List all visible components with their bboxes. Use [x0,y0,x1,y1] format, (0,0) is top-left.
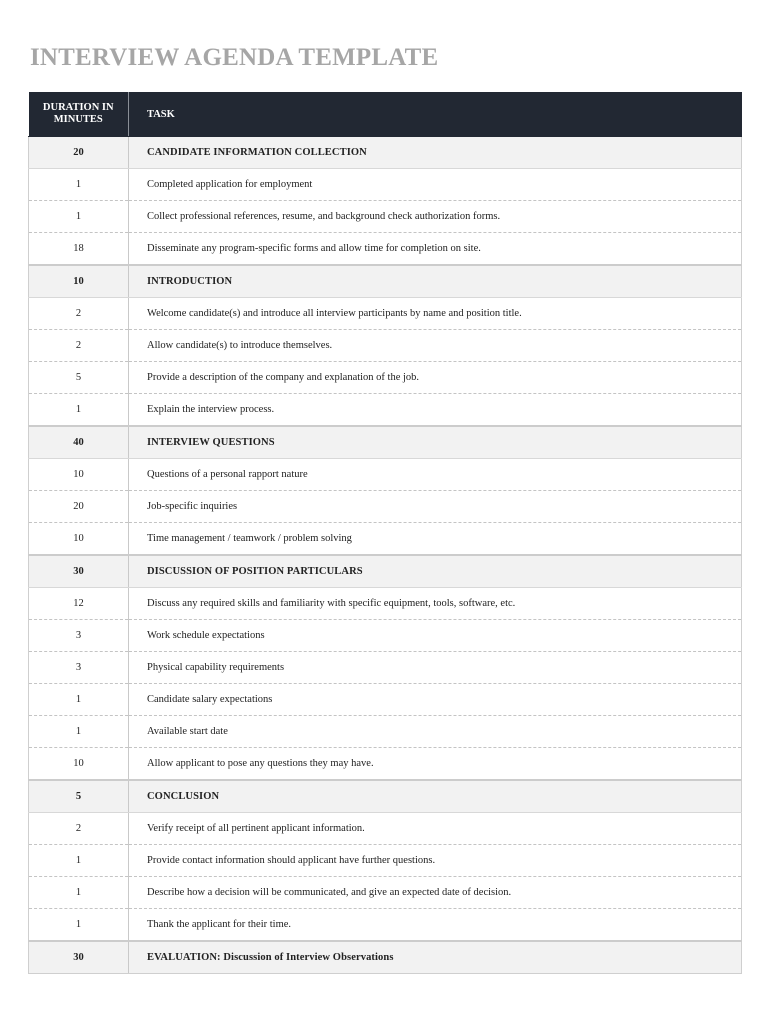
table-row [29,491,742,523]
task-duration: 1 [29,201,129,233]
section-row [29,780,742,813]
task-duration: 18 [29,233,129,266]
table-row [29,394,742,427]
task-description: Available start date [129,716,742,748]
task-duration: 2 [29,813,129,845]
table-row [29,459,742,491]
table-row [29,298,742,330]
section-title: CONCLUSION [129,780,742,813]
task-duration: 20 [29,491,129,523]
table-row [29,620,742,652]
table-row [29,169,742,201]
task-description: Allow applicant to pose any questions they may have. [129,748,742,781]
agenda-table [28,92,742,974]
section-title: EVALUATION: Discussion of Interview Observations [129,941,742,974]
duration-column-header: DURATION IN MINUTES [29,92,129,137]
table-row [29,909,742,942]
table-row [29,845,742,877]
task-description: Physical capability requirements [129,652,742,684]
task-description: Candidate salary expectations [129,684,742,716]
section-row [29,265,742,298]
table-row [29,362,742,394]
section-duration: 5 [29,780,129,813]
table-row [29,652,742,684]
task-duration: 5 [29,362,129,394]
section-row [29,555,742,588]
section-duration: 30 [29,555,129,588]
table-row [29,588,742,620]
task-duration: 1 [29,394,129,427]
task-description: Work schedule expectations [129,620,742,652]
task-description: Verify receipt of all pertinent applicant information. [129,813,742,845]
task-duration: 2 [29,330,129,362]
task-duration: 1 [29,877,129,909]
section-duration: 30 [29,941,129,974]
section-row [29,941,742,974]
section-duration: 10 [29,265,129,298]
task-duration: 1 [29,845,129,877]
task-description: Welcome candidate(s) and introduce all interview participants by name and position title. [129,298,742,330]
page-title: INTERVIEW AGENDA TEMPLATE [30,44,439,71]
table-row [29,877,742,909]
task-description: Completed application for employment [129,169,742,201]
section-row [29,426,742,459]
task-description: Job-specific inquiries [129,491,742,523]
task-duration: 2 [29,298,129,330]
task-description: Describe how a decision will be communicated, and give an expected date of decision. [129,877,742,909]
table-row [29,684,742,716]
task-description: Questions of a personal rapport nature [129,459,742,491]
task-duration: 12 [29,588,129,620]
section-title: INTERVIEW QUESTIONS [129,426,742,459]
task-column-header: TASK [129,92,742,137]
task-description: Disseminate any program-specific forms and allow time for completion on site. [129,233,742,266]
section-row [29,137,742,169]
task-duration: 3 [29,620,129,652]
task-description: Provide contact information should applicant have further questions. [129,845,742,877]
task-duration: 10 [29,459,129,491]
section-title: DISCUSSION OF POSITION PARTICULARS [129,555,742,588]
task-description: Explain the interview process. [129,394,742,427]
agenda-body [29,137,742,974]
task-duration: 1 [29,716,129,748]
table-row [29,201,742,233]
section-title: INTRODUCTION [129,265,742,298]
table-row [29,716,742,748]
task-description: Thank the applicant for their time. [129,909,742,942]
table-row [29,523,742,556]
task-duration: 1 [29,684,129,716]
table-row [29,748,742,781]
section-duration: 20 [29,137,129,169]
task-duration: 10 [29,748,129,781]
task-description: Collect professional references, resume, and background check authorization forms. [129,201,742,233]
task-description: Discuss any required skills and familiarity with specific equipment, tools, software, etc. [129,588,742,620]
table-row [29,233,742,266]
task-duration: 10 [29,523,129,556]
section-duration: 40 [29,426,129,459]
section-title: CANDIDATE INFORMATION COLLECTION [129,137,742,169]
task-duration: 1 [29,909,129,942]
table-header-row [29,92,742,137]
task-description: Allow candidate(s) to introduce themselves. [129,330,742,362]
task-description: Provide a description of the company and explanation of the job. [129,362,742,394]
task-description: Time management / teamwork / problem solving [129,523,742,556]
task-duration: 3 [29,652,129,684]
task-duration: 1 [29,169,129,201]
table-row [29,813,742,845]
table-row [29,330,742,362]
